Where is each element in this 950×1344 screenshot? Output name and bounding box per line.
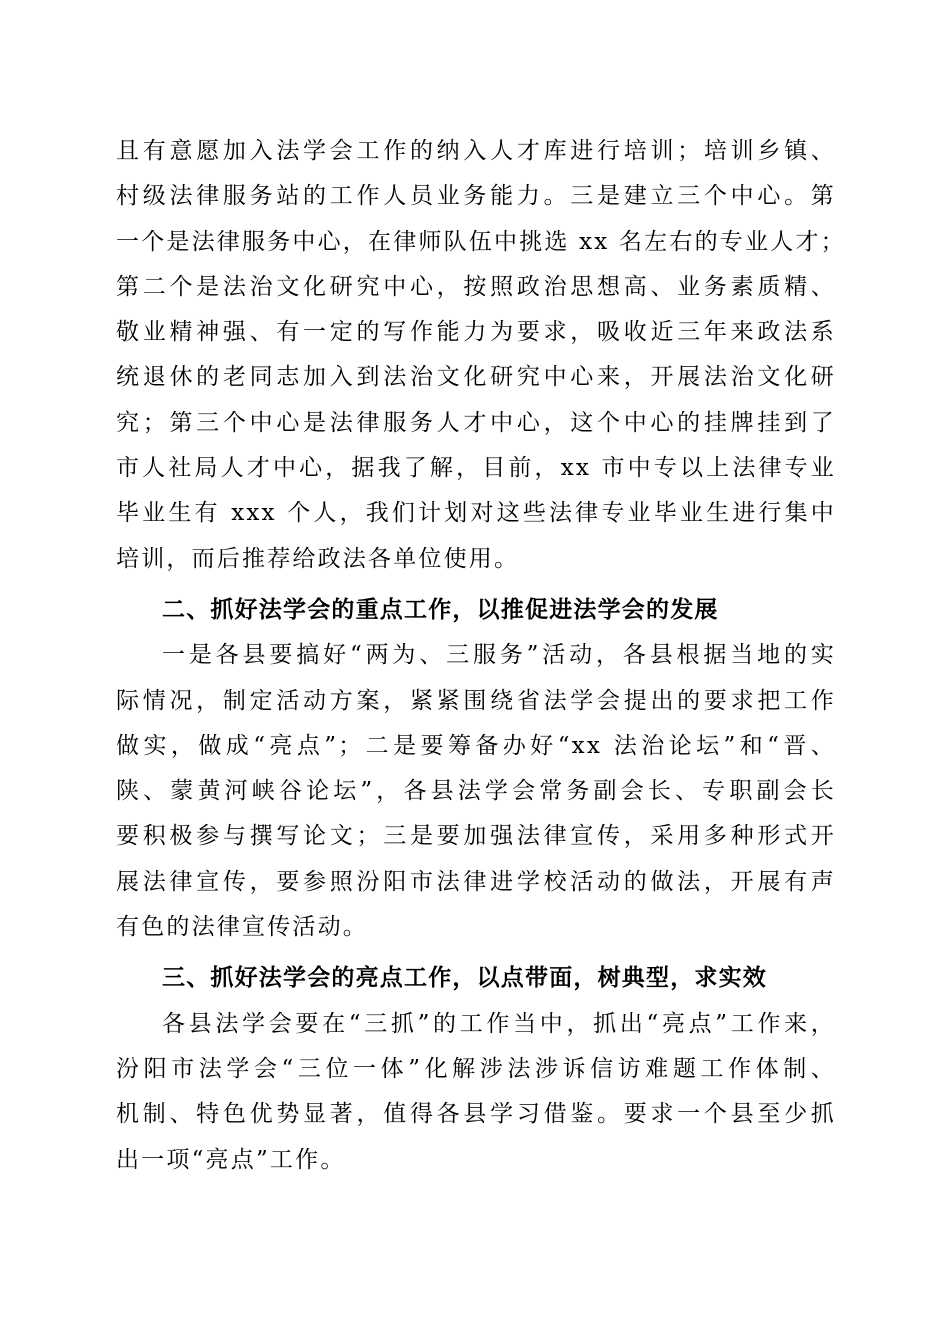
text-line: 要积极参与撰写论文；三是要加强法律宣传，采用多种形式开: [116, 823, 836, 850]
text-line: 且有意愿加入法学会工作的纳入人才库进行培训；培训乡镇、: [116, 138, 836, 164]
text-line: 有色的法律宣传活动。: [116, 914, 368, 941]
section-heading-2: 二、抓好法学会的重点工作，以推促进法学会的发展: [162, 596, 719, 623]
text-line: 村级法律服务站的工作人员业务能力。三是建立三个中心。第: [116, 183, 836, 210]
text-line: 陕、蒙黄河峡谷论坛”，各县法学会常务副会长、专职副会长: [116, 778, 836, 805]
section-heading-3: 三、抓好法学会的亮点工作，以点带面，树典型，求实效: [162, 965, 767, 992]
text-line: 统退休的老同志加入到法治文化研究中心来，开展法治文化研: [116, 364, 836, 391]
text-line: 市人社局人才中心，据我了解，目前，xx 市中专以上法律专业: [116, 455, 836, 482]
text-line: 一是各县要搞好“两为、三服务”活动，各县根据当地的实: [162, 642, 836, 669]
text-line: 毕业生有 xxx 个人，我们计划对这些法律专业毕业生进行集中: [116, 500, 836, 527]
text-line: 出一项“亮点”工作。: [116, 1146, 346, 1173]
text-line: 第二个是法治文化研究中心，按照政治思想高、业务素质精、: [116, 273, 836, 300]
paragraph-highlight-work: [116, 1002, 836, 1183]
text-line: 一个是法律服务中心，在律师队伍中挑选 xx 名左右的专业人才；: [116, 228, 846, 255]
text-line: 究；第三个中心是法律服务人才中心，这个中心的挂牌挂到了: [116, 409, 836, 436]
text-line: 培训，而后推荐给政法各单位使用。: [116, 545, 520, 572]
text-line: 做实，做成“亮点”；二是要筹备办好“xx 法治论坛”和“晋、: [116, 732, 836, 759]
text-line: 敬业精神强、有一定的写作能力为要求，吸收近三年来政法系: [116, 319, 836, 346]
text-line: 机制、特色优势显著，值得各县学习借鉴。要求一个县至少抓: [116, 1101, 836, 1128]
paragraph-talent-centers: [116, 129, 846, 582]
document-page: [116, 129, 846, 1183]
text-line: 各县法学会要在“三抓”的工作当中，抓出“亮点”工作来，: [162, 1010, 836, 1037]
text-line: 汾阳市法学会“三位一体”化解涉法涉诉信访难题工作体制、: [116, 1055, 836, 1082]
text-line: 展法律宣传，要参照汾阳市法律进学校活动的做法，开展有声: [116, 868, 836, 895]
text-line: 际情况，制定活动方案，紧紧围绕省法学会提出的要求把工作: [116, 687, 836, 714]
paragraph-key-work: [116, 633, 836, 950]
